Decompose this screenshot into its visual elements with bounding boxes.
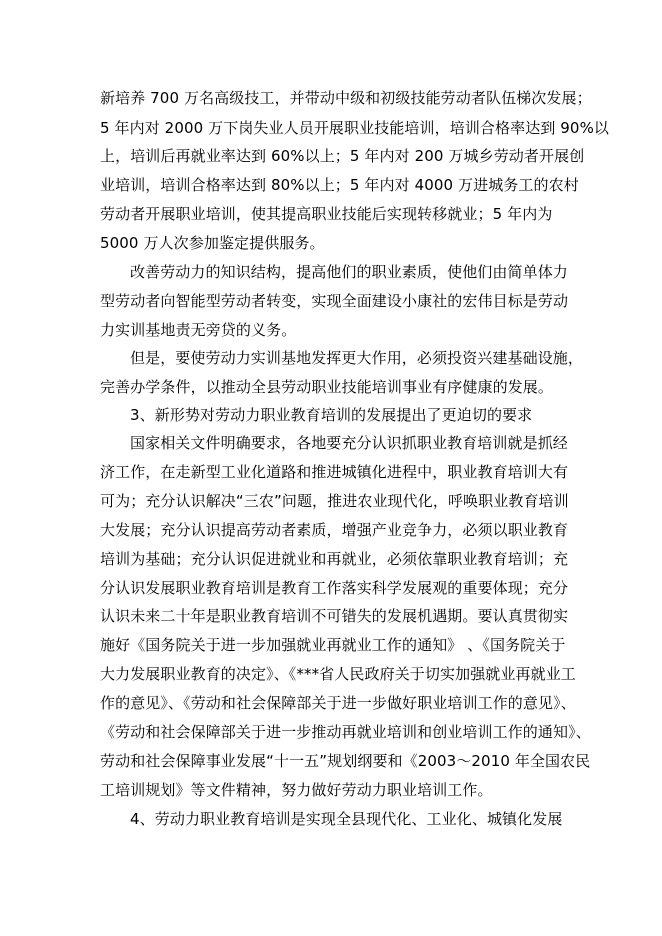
text-line-8: 型劳动者向智能型劳动者转变，实现全面建设小康社的宏伟目标是劳动	[100, 292, 569, 310]
text-line-5: 劳动者开展职业培训，使其提高职业技能后实现转移就业；5 年内为	[100, 205, 553, 223]
text-line-19: 认识未来二十年是职业教育培训不可错失的发展机遇期。要认真贯彻实	[100, 607, 569, 625]
text-line-4: 业培训，培训合格率达到 80%以上；5 年内对 4000 万进城务工的农村	[100, 176, 579, 194]
text-line-6: 5000 万人次参加鉴定提供服务。	[100, 234, 325, 252]
text-line-2: 5 年内对 2000 万下岗失业人员开展职业技能培训，培训合格率达到 90%以	[100, 119, 610, 137]
text-line-14: 济工作，在走新型工业化道路和推进城镇化进程中，职业教育培训大有	[100, 463, 569, 481]
text-line-3: 上，培训后再就业率达到 60%以上；5 年内对 200 万城乡劳动者开展创	[100, 147, 585, 165]
text-line-24: 劳动和社会保障事业发展“十一五”规划纲要和《2003～2010 年全国农民	[100, 752, 591, 770]
text-line-1: 新培养 700 万名高级技工，并带动中级和初级技能劳动者队伍梯次发展；	[100, 89, 592, 107]
text-line-22: 作的意见》、《劳动和社会保障部关于进一步做好职业培训工作的意见》、	[100, 694, 576, 712]
text-line-21: 大力发展职业教育的决定》、《***省人民政府关于切实加强就业再就业工	[100, 665, 576, 683]
text-line-20: 施好《国务院关于进一步加强就业再就业工作的通知》 、《国务院关于	[100, 636, 566, 654]
text-line-16: 大发展；充分认识提高劳动者素质，增强产业竞争力，必须以职业教育	[100, 521, 569, 539]
text-line-15: 可为；充分认识解决“三农”问题，推进农业现代化，呼唤职业教育培训	[100, 492, 569, 510]
text-line-17: 培训为基础；充分认识促进就业和再就业，必须依靠职业教育培训；充	[100, 550, 569, 568]
text-line-13: 国家相关文件明确要求，各地要充分认识抓职业教育培训就是抓经	[130, 434, 568, 452]
text-line-9: 力实训基地责无旁贷的义务。	[100, 321, 297, 339]
text-line-7: 改善劳动力的知识结构，提高他们的职业素质，使他们由简单体力	[130, 263, 568, 281]
section-heading-4: 4、劳动力职业教育培训是实现全县现代化、工业化、城镇化发展	[130, 810, 563, 828]
text-line-18: 分认识发展职业教育培训是教育工作落实科学发展观的重要体现；充分	[100, 579, 569, 597]
text-line-23: 《劳动和社会保障部关于进一步推动再就业培训和创业培训工作的通知》、	[100, 723, 591, 741]
text-line-25: 工培训规划》等文件精神，努力做好劳动力职业培训工作。	[100, 781, 493, 799]
text-line-11: 完善办学条件，以推动全县劳动职业技能培训事业有序健康的发展。	[100, 378, 554, 396]
section-heading-3: 3、新形势对劳动力职业教育培训的发展提出了更迫切的要求	[130, 406, 533, 424]
text-line-10: 但是，要使劳动力实训基地发挥更大作用，必须投资兴建基础设施，	[130, 349, 584, 367]
